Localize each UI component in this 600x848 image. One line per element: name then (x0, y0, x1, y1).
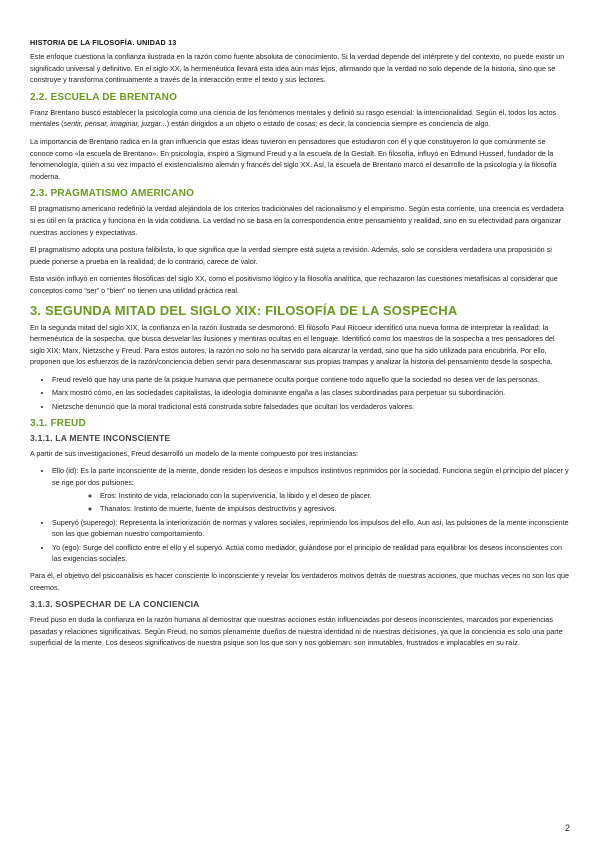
psychoanalysis-paragraph: Para él, el objetivo del psicoanálisis es hacer consciente lo inconsciente y revelar los verdaderos motivos detrás de nuestras acciones, que muchas veces no son los que creemos. (30, 571, 569, 592)
masters-list (30, 374, 570, 413)
drives-list (52, 490, 570, 514)
suspicion-paragraph: En la segunda mitad del siglo XIX, la confianza en la razón ilustrada se desmoronó. El filósofo Paul Ricoeur identificó una nueva forma de interpretar la realidad: la hermenéutica de la sospecha, que busca desvelar las ilusiones y mentiras ocultas en el lenguaje. Identificó como los maestros de la sospecha a tres pensadores del siglo XIX: Marx, Nietzsche y Freud. Para estos autores, la razón no solo no ha servido para alcanzar la verdad, sino que ha sido utilizada para encubrirla. Por ello, proponen que los esfuerzos de la razón/conciencia deben servir para desenmascarar sus propias trampas y analizar la historia del pensamiento desde la sospecha. (30, 322, 555, 367)
list-item-freud: • Freud reveló que hay una parte de la psique humana que permanece oculta porque contiene todo aquello que la sociedad no desea ver de las personas. (52, 374, 570, 386)
brentano-paragraph-2: La importancia de Brentano radica en la gran influencia que estas ideas tuvieron en pensadores que estudiaron con él y que constituyeron lo que comúnmente se conoce como «la escuela de Brentano». En psicología, inspiró a Sigmund Freud y a la escuela de la Gestalt. En filosofía, influyó en Edmund Husserl, fundador de la fenomenología, quien a su vez impactó el existencialismo alemán y francés del siglo XX. Así, la escuela de Brentano marcó el desarrollo de la psicología y la filosofía moderna. (30, 136, 557, 181)
running-header: HISTORIA DE LA FILOSOFÍA. UNIDAD 13 (30, 38, 177, 47)
section-heading-3-1-1: 3.1.1. LA MENTE INCONSCIENTE (30, 432, 171, 443)
list-item-thanatos: ◦ Thanatos: Instinto de muerte, fuente de impulsos destructivos y agresivos. (100, 503, 570, 515)
intro-paragraph: Este enfoque cuestiona la confianza ilustrada en la razón como fuente absoluta de conocimiento. Si la verdad depende del intérprete y del contexto, no puede existir un significado universal y definitivo. En el siglo XX, la hermenéutica llevará esta idea aún más lejos, afirmando que la verdad no solo depende de la historia, sino que se construye y transforma continuamente a través de la interacción entre el texto y sus lectores. (30, 52, 565, 85)
brentano-p1-part-a: Franz Brentano buscó establecer la psicología como una ciencia de los fenómenos mentales y definió su rasgo esencial: la intencionalidad. Según él, todos los actos mentales ( (30, 107, 557, 129)
list-item-yo: • Yo (ego): Surge del conflicto entre el ello y el superyó. Actúa como mediador, guiándose por el principio de realidad para equilibrar los deseos inconscientes con las exigencias sociales. (52, 542, 570, 565)
pragmatism-paragraph-2: El pragmatismo adopta una postura falibilista, lo que significa que la verdad siempre está sujeta a revisión. Además, solo se considera verdadera una proposición si puede ponerse a prueba en la realidad; de lo contrario, carece de valor. (30, 245, 552, 266)
list-item-ello (52, 465, 570, 514)
section-heading-3: 3. SEGUNDA MITAD DEL SIGLO XIX: FILOSOFÍA DE LA SOSPECHA (30, 302, 458, 318)
brentano-p1-part-b: ) están dirigidos a un objeto o estado de cosas; es decir, la conciencia siempre es conciencia de algo. (166, 119, 491, 129)
section-heading-3-1-3: 3.1.3. SOSPECHAR DE LA CONCIENCIA (30, 599, 200, 610)
list-item-nietzsche: • Nietzsche denunció que la moral tradicional está construida sobre falsedades que ocultan los verdaderos valores. (52, 401, 570, 413)
section-heading-2-3: 2.3. PRAGMATISMO AMERICANO (30, 188, 195, 200)
section-heading-2-2: 2.2. ESCUELA DE BRENTANO (30, 91, 178, 103)
ello-text: Ello (id): Es la parte inconsciente de la mente, donde residen los deseos e impulsos instintivos reprimidos por la sociedad. Funciona según el principio del placer y se rige por dos pulsiones: (52, 466, 569, 487)
list-item-eros: ◦ Eros: Instinto de vida, relacionado con la supervivencia, la libido y el deseo de placer. (100, 490, 570, 502)
psyche-instances-list (30, 465, 570, 565)
page-number: 2 (564, 823, 570, 833)
list-item-marx: • Marx mostró cómo, en las sociedades capitalistas, la ideología dominante engaña a las clases subordinadas para perpetuar su subordinación. (52, 387, 570, 399)
document-page (30, 38, 570, 655)
pragmatism-paragraph-3: Esta visión influyó en corrientes filosóficas del siglo XX, como el positivismo lógico y la filosofía analítica, que rechazaron las cuestiones metafísicas al considerar que conceptos como “ser” o “bien” no tienen una utilidad práctica real. (30, 274, 558, 295)
section-heading-3-1: 3.1. FREUD (30, 417, 86, 429)
list-item-superyo: • Superyó (superego): Representa la interiorización de normas y valores sociales, reprimiendo los impulsos del ello. Aun así, las pulsiones de la mente inconsciente son las que gobiernan nuestro comportamiento. (52, 517, 570, 540)
freud-intro-paragraph: A partir de sus investigaciones, Freud desarrolló un modelo de la mente compuesto por tres instancias: (30, 448, 359, 458)
pragmatism-paragraph-1: El pragmatismo americano redefinió la verdad alejándola de los criterios tradicionales del racionalismo y el empirismo. Según esta corriente, una creencia es verdadera si es útil en la práctica y funciona en la vida cotidiana. La verdad no se basa en la correspondencia entre pensamiento y realidad, sino en su efectividad para organizar nuestras acciones y expectativas. (30, 204, 564, 237)
brentano-p1-italic: sentir, pensar, imaginar, juzgar... (63, 119, 167, 129)
brentano-paragraph-1 (30, 107, 570, 130)
conscience-paragraph: Freud puso en duda la confianza en la razón humana al demostrar que nuestras acciones están influenciadas por deseos inconscientes, marcados por experiencias pasadas y relaciones significativas. Según Freud, no somos plenamente dueños de nuestra identidad ni de nuestras decisiones, ya que la conciencia es solo una parte superficial de la mente. Los deseos significativos de nuestra psique son los que son y nos gobiernan: son inmutables, frustrados e implacables en su raíz. (30, 615, 563, 648)
